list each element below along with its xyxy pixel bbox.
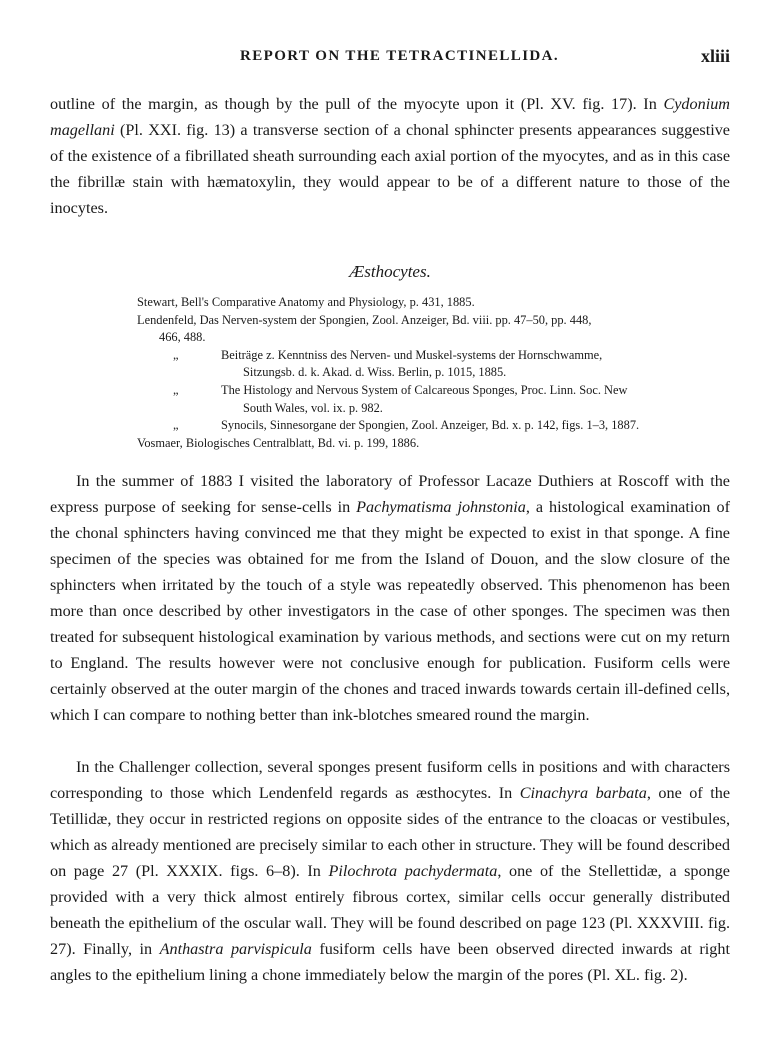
reference-item: „ Synocils, Sinnesorgane der Spongien, Zool. Anzeiger, Bd. x. p. 142, figs. 1–3, 1887. [137,417,730,435]
page-header [50,48,730,72]
page-number: xliii [700,46,730,66]
species-name: Pilochrota pachydermata [328,862,498,880]
ditto-mark: „ [173,382,179,397]
ditto-mark: „ [173,418,179,433]
reference-item: Lendenfeld, Das Nerven-system der Spongien, Zool. Anzeiger, Bd. viii. pp. 47–50, pp. 448, 466, 488. [137,312,592,345]
species-name: Pachymatisma johnstonia [356,498,526,516]
paragraph-myocytes: outline of the margin, as though by the pull of the myocyte upon it (Pl. XV. fig. 17). In Cydonium magellani (Pl. XXI. fig. 13) a transverse section of a chonal sphincter presents appearances suggestive of the existence of a fibrillated sheath surrounding each axial portion of the myocytes, and as in this case the fibrillæ stain with hæmatoxylin, they would appear to be of a different nature to those of the inocytes. [50,95,730,217]
ditto-mark: „ [173,347,179,362]
running-head: REPORT ON THE TETRACTINELLIDA. [240,48,560,64]
reference-item: Stewart, Bell's Comparative Anatomy and Physiology, p. 431, 1885. [137,295,475,309]
paragraph-challenger: In the Challenger collection, several sponges present fusiform cells in positions and with characters corresponding to those which Lendenfeld regards as æsthocytes. In Cinachyra barbata, one of the Tetillidæ, they occur in restricted regions on opposite sides of the entrance to the cloacas or vestibules, which as already mentioned are precisely similar to each other in structure. They will be found described on page 27 (Pl. XXXIX. figs. 6–8). In Pilochrota pachydermata, one of the Stellettidæ, a sponge provided with a very thick almost entirely fibrous cortex, similar cells occur generally distributed beneath the epithelium of the oscular wall. They will be found described on page 123 (Pl. XXXVIII. fig. 27). Finally, in Anthastra parvispicula fusiform cells have been observed directed inwards at right angles to the epithelium lining a chone immediately below the margin of the pores (Pl. XL. fig. 2). [50,758,731,984]
species-name: Cydonium magellani [50,95,730,139]
bibliography [137,294,730,452]
paragraph-roscoff: In the summer of 1883 I visited the laboratory of Professor Lacaze Duthiers at Roscoff with the express purpose of seeking for sense-cells in Pachymatisma johnstonia, a histological examination of the chonal sphincters having convinced me that they might be expected to exist in that sponge. A fine specimen of the species was obtained for me from the Island of Douon, and the slow closure of the sphincters when irritated by the touch of a style was repeatedly observed. This phenomenon has been more than once described by other investigators in the case of other sponges. The specimen was then treated for subsequent histological examination by various methods, and sections were cut on my return to England. The results however were not conclusive enough for publication. Fusiform cells were certainly observed at the outer margin of the chones and traced inwards towards certain ill-defined cells, which I can compare to nothing better than ink-blotches smeared round the margin. [50,472,730,724]
species-name: Anthastra parvispicula [159,940,312,958]
section-heading: Æsthocytes. [349,262,431,281]
reference-item: „ The Histology and Nervous System of Calcareous Sponges, Proc. Linn. Soc. New South Wales, vol. ix. p. 982. [173,382,628,415]
reference-item: „ Beiträge z. Kenntniss des Nerven- und Muskel-systems der Hornschwamme, Sitzungsb. d. k. Akad. d. Wiss. Berlin, p. 1015, 1885. [173,347,603,380]
reference-item: Vosmaer, Biologisches Centralblatt, Bd. vi. p. 199, 1886. [137,435,420,450]
species-name: Cinachyra barbata [519,784,647,802]
